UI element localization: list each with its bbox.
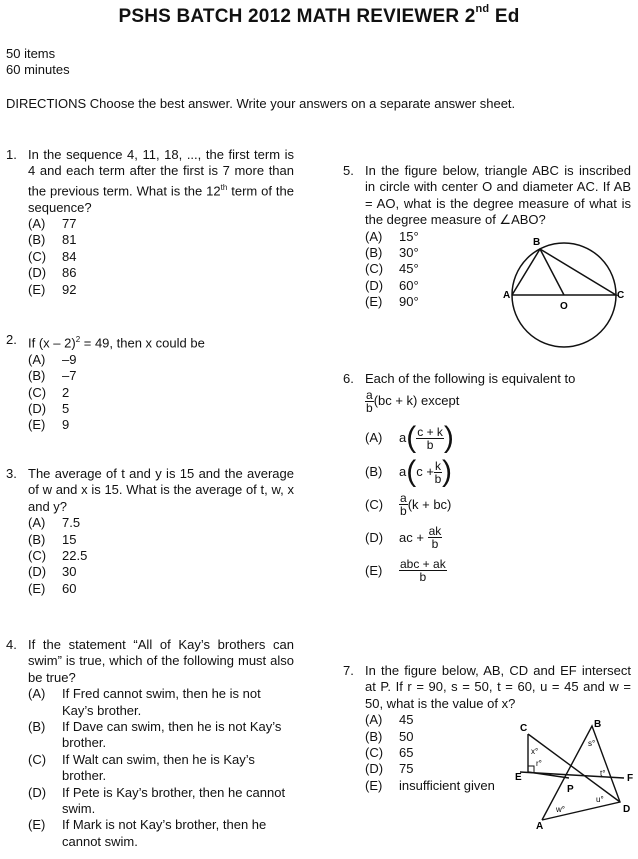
option-b: (B) a ( c + $\frac{k}{b}$ ) [365,455,452,489]
line-cd [528,734,620,802]
label-c: C [617,290,625,301]
option-text: 7.5 [62,515,81,531]
answer-option [28,249,294,265]
option-letter: (B) [365,245,383,261]
option-letter: (E) [365,777,383,793]
question-7: 7. In the figure below, AB, CD and EF intersect at P. If r = 90, s = 50, t = 60, u = 45 and w = 50, what is the value of x? (A) 45 (B) 50 (C) 65 (D) 75 (E) insufficient given [343,663,631,793]
option-text: 77 [62,215,77,231]
answer-option [28,265,294,281]
option-text: 60° [399,277,419,293]
option-text: 30 [62,564,77,580]
option-letter: (C) [28,248,47,264]
option-text: 84 [62,248,77,264]
option-letter: (C) [28,751,47,767]
option-letter: (A) [28,351,46,367]
label-o: O [560,301,568,312]
answer-option [28,385,294,401]
question-6: 6. Each of the following is equivalent to $\frac{a}{b}$ (bc + k) except (A) a ( $\frac{c + k}{b}$ ) (B) a ( c + $\frac{k}{b}$ ) (C) $\frac{a}{b}$ (k + bc) (D) ac + $\frac{ak}{b}$ (E) $\frac{\text{abc + ak}}{b}$ [365,371,631,583]
option-c: (C) $\frac{a}{b}$ (k + bc) [365,491,452,519]
angle-w: w° [556,805,565,814]
option-text: –7 [62,368,77,384]
question-3: 3. The average of t and y is 15 and the average of w and x is 15. What is the average of t, w, x and y? (A) 7.5 (B) 15 (C) 22.5 (D) 30 (E) 60 [6,466,294,596]
option-text: 45° [399,261,419,277]
answer-option [28,352,294,368]
answer-option [28,532,294,548]
option-letter: (D) [28,784,47,800]
label-e: E [515,772,522,783]
directions: DIRECTIONS Choose the best answer. Write your answers on a separate answer sheet. [6,96,516,111]
option-text: 22.5 [62,548,88,564]
answer-option [28,368,294,384]
label-f: F [627,773,634,784]
option-text: 75 [399,761,414,777]
question-stem: In the figure below, triangle ABC is inscribed in circle with center O and diameter AC. If AB = AO, what is the degree measure of what is the degree measure of ∠ABO? [365,163,631,228]
option-letter: (A) [365,228,383,244]
option-text: 90° [399,294,419,310]
answer-options [28,515,294,597]
option-e: (E) $\frac{\text{abc + ak}}{b}$ [365,557,446,585]
option-letter: (B) [28,368,46,384]
option-letter: (E) [28,281,46,297]
page-title: PSHS BATCH 2012 MATH REVIEWER 2nd Ed [118,3,520,27]
option-text: 15 [62,531,77,547]
option-text: 86 [62,265,77,281]
question-stem: Each of the following is equivalent to [365,371,576,386]
answer-options [28,216,294,298]
option-letter: (E) [28,817,46,833]
answer-option [28,752,294,785]
question-1: 1. In the sequence 4, 11, 18, ..., the first term is 4 and each term after the first is 7 more than the previous term. What is the 12th term of the sequence? (A) 77 (B) 81 (C) 84 (D) 86 (E) 92 [6,147,294,297]
option-letter: (C) [365,745,384,761]
intersecting-lines-figure [512,718,638,830]
option-letter: (D) [28,564,47,580]
answer-option [28,686,294,719]
option-letter: (A) [28,215,46,231]
option-a: (A) a ( $\frac{c + k}{b}$ ) [365,421,454,455]
question-5: 5. In the figure below, triangle ABC is inscribed in circle with center O and diameter AC. If AB = AO, what is the degree measure of what is the degree measure of ∠ABO? (A) 15° (B) 30° (C) 45° (D) 60° (E) 90° [343,163,631,310]
answer-option [28,817,294,850]
question-stem: If the statement “All of Kay’s brothers can swim” is true, which of the following must also be true? [28,637,294,685]
option-letter: (B) [365,728,383,744]
label-b: B [594,719,602,730]
option-d: (D) ac + $\frac{ak}{b}$ [365,524,442,552]
angle-r: r° [536,759,542,768]
option-letter: (E) [28,417,46,433]
line-ef [520,772,624,778]
angle-s: s° [588,739,596,748]
right-angle-mark [528,766,534,772]
option-text: 50 [399,728,414,744]
answer-option [28,548,294,564]
option-letter: (B) [28,232,46,248]
option-text: 92 [62,281,77,297]
option-letter: (C) [28,384,47,400]
option-letter: (D) [365,277,384,293]
label-d: D [623,804,631,815]
answer-option [28,216,294,232]
option-text: If Walt can swim, then he is Kay’s brother. [62,751,255,784]
answer-option [28,515,294,531]
lead-expression: $\frac{a}{b}$ (bc + k) except [366,388,460,416]
answer-option [28,417,294,433]
exam-meta [6,46,70,78]
option-text: 5 [62,400,70,416]
option-letter: (D) [28,265,47,281]
label-a: A [536,821,544,830]
triangle-abc [512,249,616,295]
time-limit: 60 minutes [6,62,70,77]
answer-option [28,232,294,248]
option-text: If Dave can swim, then he is not Kay’s brother. [62,719,282,751]
question-stem: If (x – 2)$^2$ = 49, then x could be [28,335,205,351]
option-letter: (E) [28,580,46,596]
circle-triangle-figure [500,232,638,350]
option-text: If Pete is Kay’s brother, then he cannot swim. [62,784,286,817]
option-letter: (A) [28,686,46,702]
angle-t: t° [600,769,606,778]
option-text: 9 [62,417,70,433]
option-text: 30° [399,245,419,261]
answer-option [28,282,294,298]
option-text: –9 [62,351,77,367]
answer-option [28,564,294,580]
option-letter: (D) [28,400,47,416]
question-4: 4. If the statement “All of Kay’s brothers can swim” is true, which of the following must also be true? (A) If Fred cannot swim, then he is not Kay’s brother. (B) If Dave can swim, then he is not Kay’s brother. (C) If Walt can swim, then he is Kay’s brother. (D) If Pete is Kay’s brother, then he cannot swim. (E) If Mark is not Kay’s brother, then he cannot swim. [6,637,294,849]
option-letter: (B) [28,531,46,547]
option-letter: (D) [365,761,384,777]
angle-x: x° [531,747,539,756]
option-text: 45 [399,712,414,728]
angle-u: u° [596,795,604,804]
question-stem: In the figure below, AB, CD and EF intersect at P. If r = 90, s = 50, t = 60, u = 45 and w = 50, what is the value of x? [365,663,631,711]
option-letter: (A) [28,515,46,531]
answer-options [28,686,294,850]
option-text: 15° [399,228,419,244]
option-text: 60 [62,580,77,596]
answer-option [28,785,294,818]
option-letter: (E) [365,294,383,310]
label-c: C [520,723,528,734]
option-text: 2 [62,384,70,400]
question-2: 2. If (x – 2)$^2$ = 49, then x could be (A) –9 (B) –7 (C) 2 (D) 5 (E) 9 [28,332,294,434]
option-text: 81 [62,232,77,248]
option-letter: (C) [28,548,47,564]
label-b: B [533,237,541,248]
answer-options [28,352,294,434]
option-text: insufficient given [399,777,495,793]
option-letter: (B) [28,719,46,735]
option-letter: (C) [365,261,384,277]
label-p: P [567,784,574,795]
option-text: If Mark is not Kay’s brother, then he cannot swim. [62,817,267,849]
item-count: 50 items [6,46,56,61]
option-text: If Fred cannot swim, then he is not Kay’s brother. [62,686,261,718]
answer-option [28,719,294,752]
option-text: 65 [399,745,414,761]
label-a: A [503,290,511,301]
question-stem: In the sequence 4, 11, 18, ..., the first term is 4 and each term after the first is 7 more than the previous term. What is the 12th term of the sequence? [28,147,294,215]
answer-option [28,581,294,597]
option-letter: (A) [365,712,383,728]
question-stem: The average of t and y is 15 and the average of w and x is 15. What is the average of t, w, x and y? [28,466,294,514]
answer-option [28,401,294,417]
